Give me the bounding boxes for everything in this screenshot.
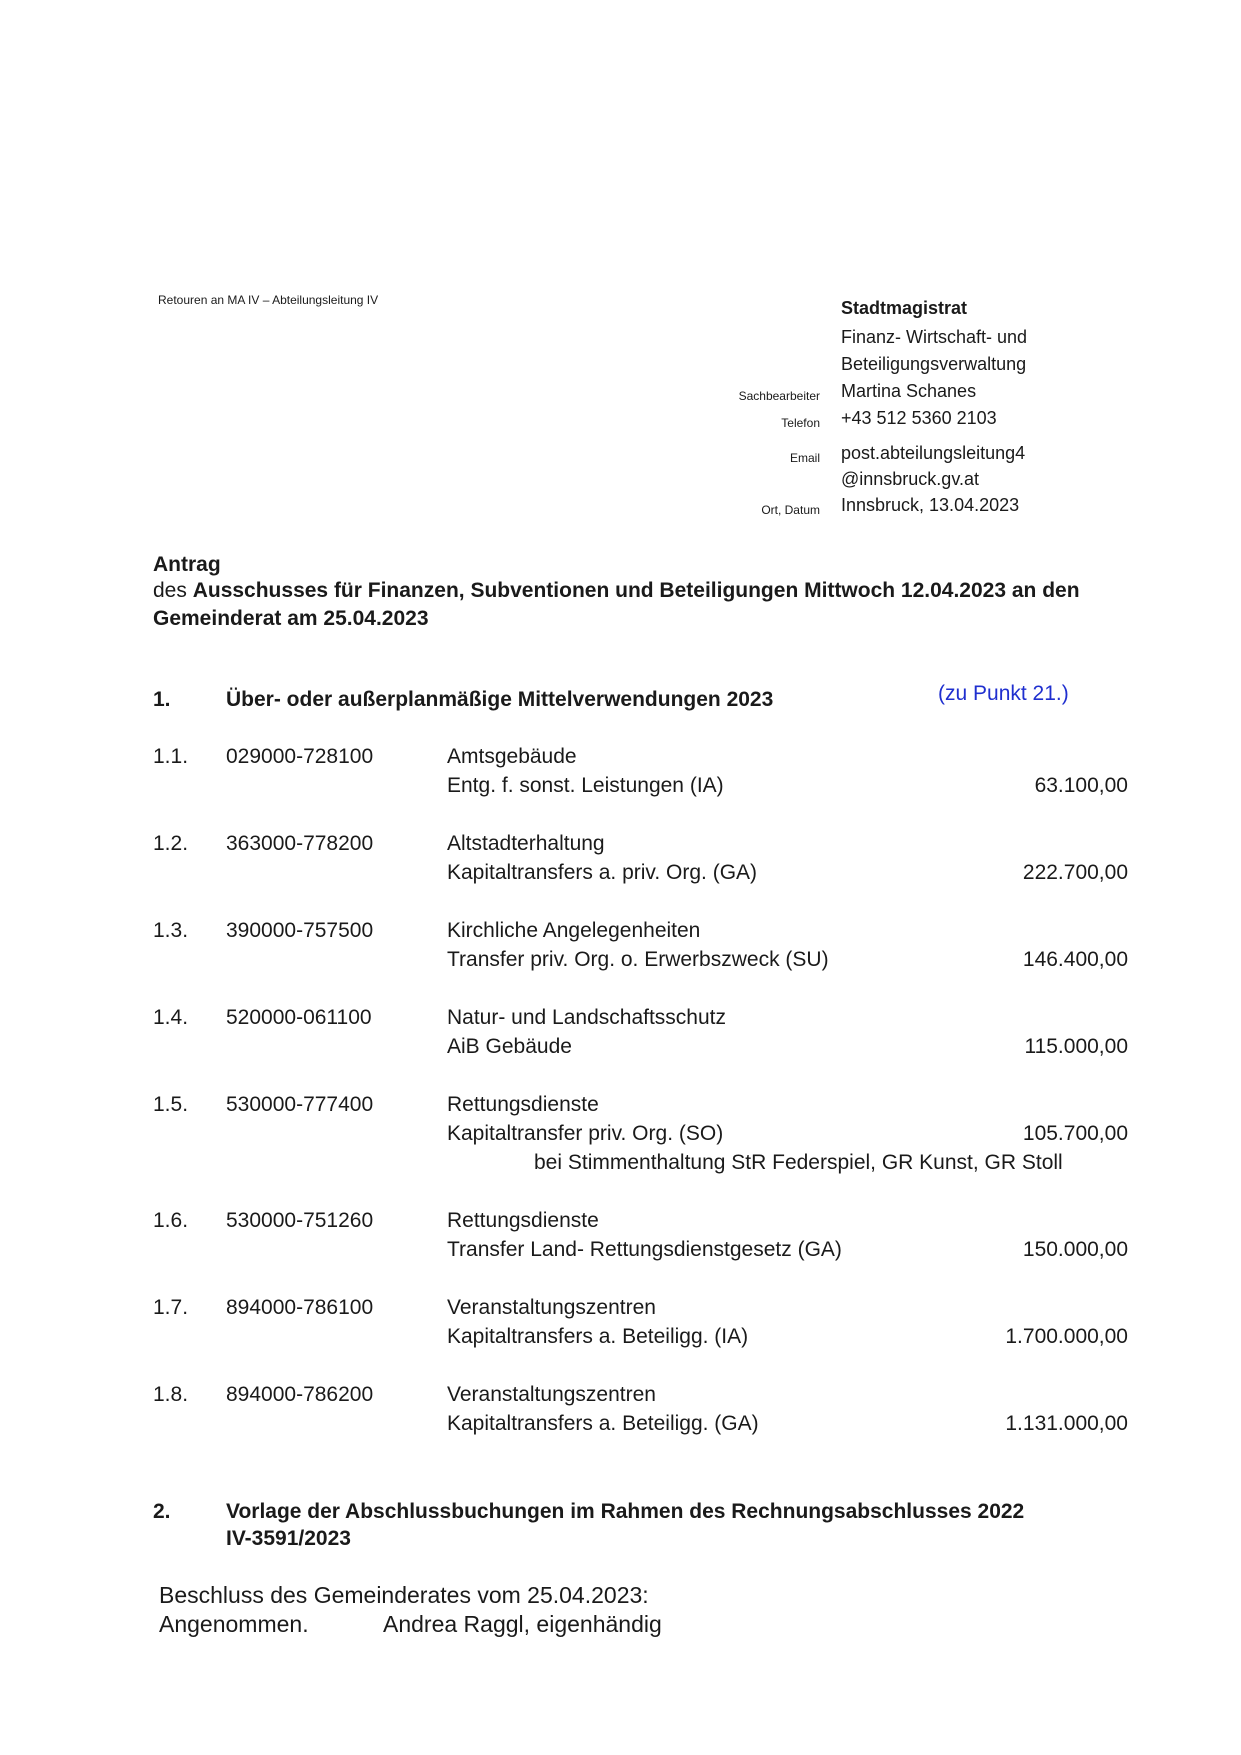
email-line2: @innsbruck.gv.at (841, 469, 979, 489)
item-amount: 150.000,00 (1022, 1238, 1128, 1261)
dept-line1: Finanz- Wirtschaft- und (841, 327, 1028, 347)
antrag-committee (153, 577, 1143, 633)
antrag-prefix: des (153, 579, 187, 602)
item-code: 530000-777400 (226, 1093, 374, 1116)
item-note: bei Stimmenthaltung StR Federspiel, GR Kunst, GR Stoll (534, 1151, 1063, 1174)
sachbearbeiter-label: Sachbearbeiter (738, 389, 820, 403)
section2-title: Vorlage der Abschlussbuchungen im Rahmen des Rechnungsabschlusses 2022 (226, 1500, 1025, 1523)
item-name: Veranstaltungszentren (447, 1383, 656, 1406)
section1-number: 1. (153, 688, 171, 711)
item-number: 1.5. (153, 1093, 189, 1116)
item-name: Kirchliche Angelegenheiten (447, 919, 701, 942)
item-description: Kapitaltransfers a. Beteiligg. (GA) (447, 1412, 759, 1435)
item-number: 1.2. (153, 832, 189, 855)
dept-line2: Beteiligungsverwaltung (841, 354, 1027, 374)
ort-datum-value: Innsbruck, 13.04.2023 (841, 495, 1020, 515)
sachbearbeiter-value: Martina Schanes (841, 381, 977, 401)
item-amount: 115.000,00 (1024, 1035, 1128, 1058)
ort-datum-label: Ort, Datum (761, 503, 820, 517)
item-amount: 63.100,00 (1034, 774, 1128, 797)
item-code: 520000-061100 (226, 1006, 372, 1029)
item-name: Natur- und Landschaftsschutz (447, 1006, 726, 1029)
section2-number: 2. (153, 1500, 171, 1523)
item-code: 363000-778200 (226, 832, 374, 855)
item-number: 1.4. (153, 1006, 189, 1029)
item-amount: 105.700,00 (1022, 1122, 1128, 1145)
item-code: 530000-751260 (226, 1209, 374, 1232)
item-number: 1.3. (153, 919, 189, 942)
item-description: Kapitaltransfer priv. Org. (SO) (447, 1122, 724, 1145)
item-description: Entg. f. sonst. Leistungen (IA) (447, 774, 724, 797)
antrag-title: Antrag (153, 553, 221, 576)
decision-signer: Andrea Raggl, eigenhändig (383, 1611, 662, 1637)
item-amount: 1.700.000,00 (1005, 1325, 1128, 1348)
item-amount: 146.400,00 (1022, 948, 1128, 971)
item-description: AiB Gebäude (447, 1035, 572, 1058)
section1-title: Über- oder außerplanmäßige Mittelverwendungen 2023 (226, 688, 774, 711)
decision-line: Beschluss des Gemeinderates vom 25.04.2023: (159, 1582, 649, 1608)
item-code: 894000-786200 (226, 1383, 374, 1406)
item-amount: 1.131.000,00 (1005, 1412, 1128, 1435)
antrag-committee-name: Ausschusses für Finanzen, Subventionen und Beteiligungen Mittwoch 12.04.2023 an den Gemeinderat am 25.04.2023 (153, 579, 1080, 630)
item-number: 1.1. (153, 745, 189, 768)
item-number: 1.8. (153, 1383, 189, 1406)
telefon-value: +43 512 5360 2103 (841, 408, 997, 428)
item-name: Veranstaltungszentren (447, 1296, 656, 1319)
item-description: Transfer Land- Rettungsdienstgesetz (GA) (447, 1238, 842, 1261)
item-name: Altstadterhaltung (447, 832, 605, 855)
section1-reference: (zu Punkt 21.) (938, 682, 1069, 705)
item-description: Kapitaltransfers a. Beteiligg. (IA) (447, 1325, 749, 1348)
email-label: Email (789, 451, 820, 465)
item-description: Kapitaltransfers a. priv. Org. (GA) (447, 861, 758, 884)
email-line1: post.abteilungsleitung4 (841, 443, 1026, 463)
item-name: Rettungsdienste (447, 1209, 599, 1232)
decision-status: Angenommen. (159, 1611, 309, 1637)
org-name: Stadtmagistrat (841, 298, 968, 318)
item-code: 029000-728100 (226, 745, 374, 768)
item-code: 894000-786100 (226, 1296, 374, 1319)
item-name: Amtsgebäude (447, 745, 577, 768)
item-number: 1.6. (153, 1209, 189, 1232)
item-amount: 222.700,00 (1022, 861, 1128, 884)
telefon-label: Telefon (781, 416, 820, 430)
item-name: Rettungsdienste (447, 1093, 599, 1116)
item-description: Transfer priv. Org. o. Erwerbszweck (SU) (447, 948, 829, 971)
section2-reference: IV-3591/2023 (226, 1527, 351, 1550)
item-code: 390000-757500 (226, 919, 374, 942)
item-number: 1.7. (153, 1296, 189, 1319)
return-address: Retouren an MA IV – Abteilungsleitung IV (158, 293, 379, 307)
